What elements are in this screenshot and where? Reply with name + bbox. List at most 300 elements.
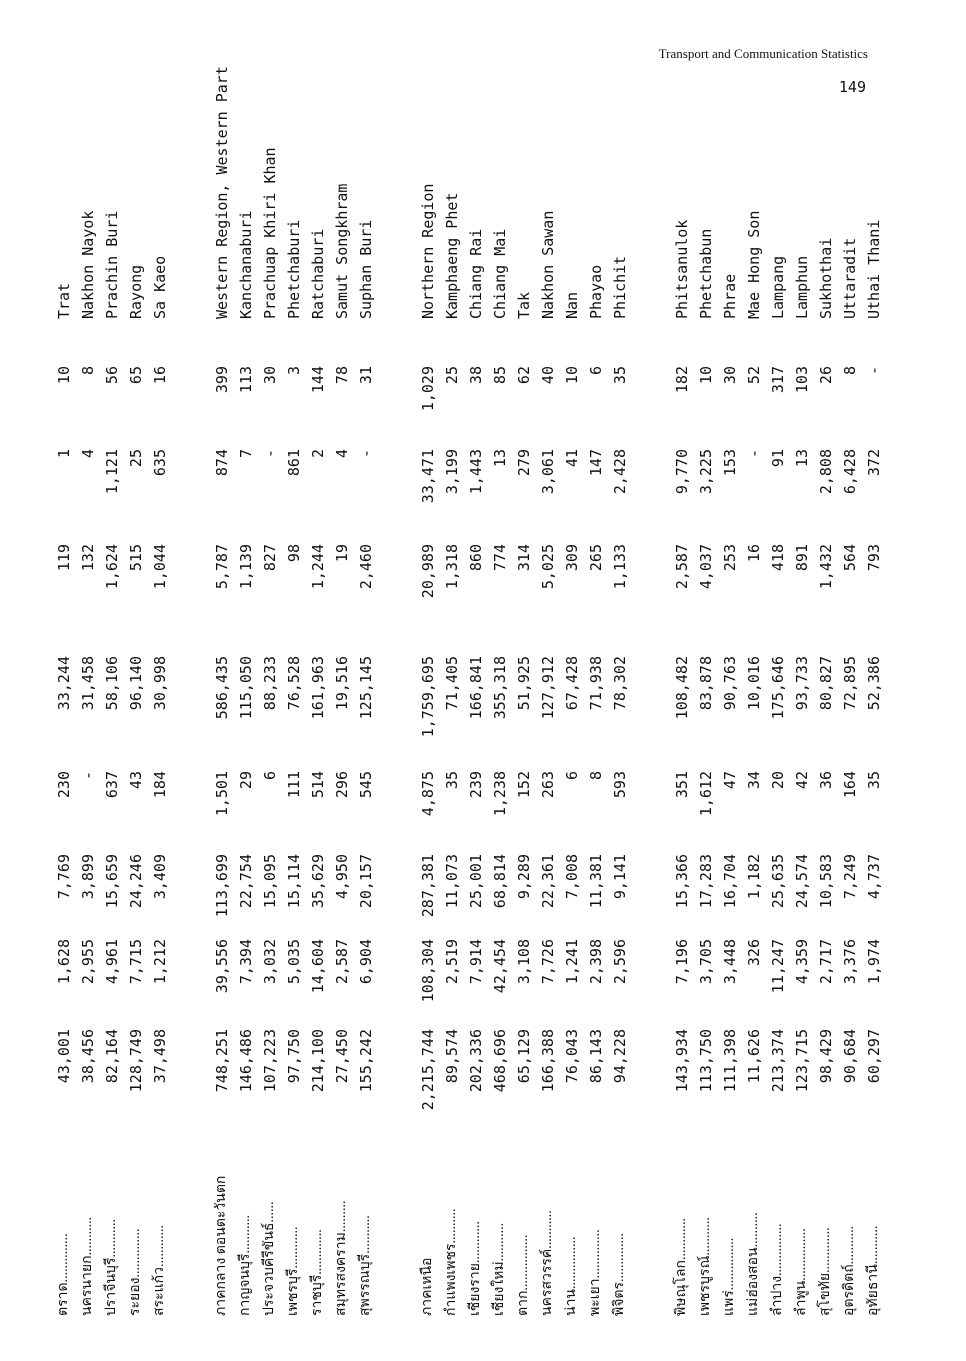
value-c8: 85 bbox=[491, 366, 509, 385]
value-c1: 748,251 bbox=[213, 1029, 231, 1093]
value-c4: 351 bbox=[673, 771, 691, 799]
table-row bbox=[694, 0, 718, 1361]
value-c5: 76,528 bbox=[285, 656, 303, 711]
table-row bbox=[838, 0, 862, 1361]
value-c1: 111,398 bbox=[721, 1029, 739, 1093]
value-c1: 65,129 bbox=[515, 1029, 533, 1084]
province-english: Prachin Buri bbox=[103, 210, 121, 319]
value-c2: 2,519 bbox=[443, 939, 461, 985]
value-c2: 1,212 bbox=[151, 939, 169, 985]
value-c8: 65 bbox=[127, 366, 145, 385]
value-c3: 15,114 bbox=[285, 854, 303, 909]
value-c2: 2,398 bbox=[587, 939, 605, 985]
value-c5: 80,827 bbox=[817, 656, 835, 711]
value-c8: 25 bbox=[443, 366, 461, 385]
value-c8: 30 bbox=[261, 366, 279, 385]
value-c7: 1,443 bbox=[467, 449, 485, 495]
province-thai: นครสวรรค์........... bbox=[540, 1210, 555, 1316]
value-c6: 1,432 bbox=[817, 544, 835, 590]
value-c3: 287,381 bbox=[419, 854, 437, 918]
value-c7: 874 bbox=[213, 449, 231, 477]
value-c8: 56 bbox=[103, 366, 121, 385]
value-c2: 14,604 bbox=[309, 939, 327, 994]
value-c2: 2,955 bbox=[79, 939, 97, 985]
province-thai: ตราด.............. bbox=[56, 1233, 71, 1316]
table-row bbox=[790, 0, 814, 1361]
value-c2: 3,032 bbox=[261, 939, 279, 985]
province-english: Nakhon Nayok bbox=[79, 210, 97, 319]
province-english: Chiang Rai bbox=[467, 228, 485, 319]
value-c8: 8 bbox=[841, 366, 859, 376]
province-english: Uthai Thani bbox=[865, 219, 883, 319]
value-c5: 33,244 bbox=[55, 656, 73, 711]
value-c7: 25 bbox=[127, 449, 145, 468]
value-c6: 1,044 bbox=[151, 544, 169, 590]
value-c4: 8 bbox=[587, 771, 605, 781]
province-thai: สระแก้ว............ bbox=[152, 1225, 167, 1316]
value-c3: 10,583 bbox=[817, 854, 835, 909]
value-c8: 10 bbox=[697, 366, 715, 385]
table-row bbox=[814, 0, 838, 1361]
province-thai: ระยอง.............. bbox=[128, 1228, 143, 1316]
province-english: Lamphun bbox=[793, 255, 811, 319]
value-c1: 213,374 bbox=[769, 1029, 787, 1093]
table-row bbox=[306, 0, 330, 1361]
value-c8: 26 bbox=[817, 366, 835, 385]
value-c5: 71,938 bbox=[587, 656, 605, 711]
value-c4: 263 bbox=[539, 771, 557, 799]
value-c2: 7,914 bbox=[467, 939, 485, 985]
value-c2: 6,904 bbox=[357, 939, 375, 985]
province-thai: สมุทรสงคราม......... bbox=[334, 1200, 349, 1316]
value-c8: 113 bbox=[237, 366, 255, 394]
value-c3: 3,409 bbox=[151, 854, 169, 900]
province-english: Kanchanaburi bbox=[237, 210, 255, 319]
value-c2: 108,304 bbox=[419, 939, 437, 1003]
value-c7: 7 bbox=[237, 449, 255, 459]
value-c1: 38,456 bbox=[79, 1029, 97, 1084]
value-c2: 3,376 bbox=[841, 939, 859, 985]
value-c8: 78 bbox=[333, 366, 351, 385]
province-thai: เพชรบูรณ์........... bbox=[698, 1217, 713, 1316]
value-c2: 326 bbox=[745, 939, 763, 967]
value-c6: 564 bbox=[841, 544, 859, 572]
value-c5: 31,458 bbox=[79, 656, 97, 711]
province-thai: นครนายก........... bbox=[80, 1216, 95, 1316]
value-c4: 184 bbox=[151, 771, 169, 799]
value-c4: - bbox=[79, 771, 97, 781]
value-c4: 545 bbox=[357, 771, 375, 799]
value-c4: 296 bbox=[333, 771, 351, 799]
value-c6: 891 bbox=[793, 544, 811, 572]
value-c3: 1,182 bbox=[745, 854, 763, 900]
value-c5: 10,016 bbox=[745, 656, 763, 711]
value-c3: 7,769 bbox=[55, 854, 73, 900]
value-c2: 7,196 bbox=[673, 939, 691, 985]
value-c2: 39,556 bbox=[213, 939, 231, 994]
value-c8: 16 bbox=[151, 366, 169, 385]
value-c7: 1,121 bbox=[103, 449, 121, 495]
table-row bbox=[52, 0, 76, 1361]
value-c3: 25,001 bbox=[467, 854, 485, 909]
value-c4: 1,238 bbox=[491, 771, 509, 817]
value-c5: 355,318 bbox=[491, 656, 509, 720]
value-c5: 71,405 bbox=[443, 656, 461, 711]
table-row bbox=[464, 0, 488, 1361]
value-c2: 3,705 bbox=[697, 939, 715, 985]
value-c6: 98 bbox=[285, 544, 303, 563]
value-c3: 4,950 bbox=[333, 854, 351, 900]
province-english: Phrae bbox=[721, 273, 739, 319]
value-c3: 25,635 bbox=[769, 854, 787, 909]
value-c8: 52 bbox=[745, 366, 763, 385]
province-thai: สุพรรณบุรี........... bbox=[358, 1215, 373, 1316]
value-c8: 399 bbox=[213, 366, 231, 394]
value-c6: 860 bbox=[467, 544, 485, 572]
value-c6: 1,244 bbox=[309, 544, 327, 590]
value-c3: 9,141 bbox=[611, 854, 629, 900]
value-c7: 4 bbox=[333, 449, 351, 459]
value-c2: 4,961 bbox=[103, 939, 121, 985]
province-thai: เชียงใหม่........... bbox=[492, 1222, 507, 1316]
value-c1: 89,574 bbox=[443, 1029, 461, 1084]
value-c1: 146,486 bbox=[237, 1029, 255, 1093]
value-c1: 113,750 bbox=[697, 1029, 715, 1093]
value-c4: 152 bbox=[515, 771, 533, 799]
value-c5: 93,733 bbox=[793, 656, 811, 711]
value-c4: 35 bbox=[443, 771, 461, 790]
value-c8: 3 bbox=[285, 366, 303, 376]
value-c5: 51,925 bbox=[515, 656, 533, 711]
province-english: Sa Kaeo bbox=[151, 255, 169, 319]
value-c2: 1,628 bbox=[55, 939, 73, 985]
value-c5: 78,302 bbox=[611, 656, 629, 711]
province-english: Lampang bbox=[769, 255, 787, 319]
province-thai: ปราจีนบุรี........... bbox=[104, 1219, 119, 1316]
value-c6: 19 bbox=[333, 544, 351, 563]
value-c2: 5,035 bbox=[285, 939, 303, 985]
value-c8: 35 bbox=[611, 366, 629, 385]
value-c3: 15,095 bbox=[261, 854, 279, 909]
value-c1: 94,228 bbox=[611, 1029, 629, 1084]
table-row bbox=[234, 0, 258, 1361]
value-c6: 827 bbox=[261, 544, 279, 572]
value-c4: 42 bbox=[793, 771, 811, 790]
value-c3: 15,366 bbox=[673, 854, 691, 909]
value-c1: 27,450 bbox=[333, 1029, 351, 1084]
province-english: Western Region, Western Part bbox=[213, 66, 231, 319]
value-c6: 1,318 bbox=[443, 544, 461, 590]
value-c3: 24,246 bbox=[127, 854, 145, 909]
value-c2: 3,448 bbox=[721, 939, 739, 985]
value-c3: 9,289 bbox=[515, 854, 533, 900]
table-row bbox=[100, 0, 124, 1361]
value-c1: 37,498 bbox=[151, 1029, 169, 1084]
value-c2: 7,394 bbox=[237, 939, 255, 985]
value-c5: 52,386 bbox=[865, 656, 883, 711]
province-english: Sukhothai bbox=[817, 237, 835, 319]
table-row bbox=[416, 0, 440, 1361]
province-thai: ประจวบคีรีขันธ์...... bbox=[262, 1201, 277, 1316]
value-c5: 19,516 bbox=[333, 656, 351, 711]
value-c3: 15,659 bbox=[103, 854, 121, 909]
value-c5: 58,106 bbox=[103, 656, 121, 711]
value-c7: 635 bbox=[151, 449, 169, 477]
value-c4: 239 bbox=[467, 771, 485, 799]
value-c1: 11,626 bbox=[745, 1029, 763, 1084]
value-c6: 1,133 bbox=[611, 544, 629, 590]
value-c8: 30 bbox=[721, 366, 739, 385]
value-c7: 2,428 bbox=[611, 449, 629, 495]
table-row bbox=[282, 0, 306, 1361]
value-c5: 90,763 bbox=[721, 656, 739, 711]
province-thai: สุโขทัย............. bbox=[818, 1227, 833, 1316]
table-row bbox=[124, 0, 148, 1361]
value-c7: 147 bbox=[587, 449, 605, 477]
value-c8: - bbox=[865, 366, 883, 376]
value-c1: 107,223 bbox=[261, 1029, 279, 1093]
value-c6: 16 bbox=[745, 544, 763, 563]
value-c4: 4,875 bbox=[419, 771, 437, 817]
value-c3: 35,629 bbox=[309, 854, 327, 909]
value-c7: 9,770 bbox=[673, 449, 691, 495]
value-c8: 62 bbox=[515, 366, 533, 385]
value-c6: 265 bbox=[587, 544, 605, 572]
value-c7: 372 bbox=[865, 449, 883, 477]
value-c8: 1,029 bbox=[419, 366, 437, 412]
province-thai: พะเยา.............. bbox=[588, 1229, 603, 1316]
value-c2: 7,726 bbox=[539, 939, 557, 985]
table-row bbox=[258, 0, 282, 1361]
province-thai: พิษณุโลก............ bbox=[674, 1217, 689, 1316]
value-c1: 155,242 bbox=[357, 1029, 375, 1093]
province-thai: เชียงราย............ bbox=[468, 1221, 483, 1316]
province-thai: อุตรดิตถ์........... bbox=[842, 1225, 857, 1316]
value-c7: 33,471 bbox=[419, 449, 437, 504]
table-row bbox=[488, 0, 512, 1361]
value-c1: 143,934 bbox=[673, 1029, 691, 1093]
value-c2: 42,454 bbox=[491, 939, 509, 994]
value-c1: 98,429 bbox=[817, 1029, 835, 1084]
value-c6: 774 bbox=[491, 544, 509, 572]
value-c2: 7,715 bbox=[127, 939, 145, 985]
province-english: Ratchaburi bbox=[309, 228, 327, 319]
province-english: Trat bbox=[55, 282, 73, 319]
value-c1: 60,297 bbox=[865, 1029, 883, 1084]
value-c7: 153 bbox=[721, 449, 739, 477]
value-c5: 88,233 bbox=[261, 656, 279, 711]
province-english: Phetchaburi bbox=[285, 219, 303, 319]
value-c3: 22,754 bbox=[237, 854, 255, 909]
province-thai: พิจิตร.............. bbox=[612, 1232, 627, 1316]
value-c7: 3,199 bbox=[443, 449, 461, 495]
value-c3: 11,381 bbox=[587, 854, 605, 909]
province-english: Phetchabun bbox=[697, 228, 715, 319]
value-c4: 111 bbox=[285, 771, 303, 799]
value-c3: 24,574 bbox=[793, 854, 811, 909]
value-c3: 20,157 bbox=[357, 854, 375, 909]
value-c2: 2,717 bbox=[817, 939, 835, 985]
value-c2: 2,596 bbox=[611, 939, 629, 985]
value-c2: 1,241 bbox=[563, 939, 581, 985]
value-c7: - bbox=[357, 449, 375, 459]
province-english: Suphan Buri bbox=[357, 219, 375, 319]
value-c5: 67,428 bbox=[563, 656, 581, 711]
value-c5: 83,878 bbox=[697, 656, 715, 711]
province-english: Mae Hong Son bbox=[745, 210, 763, 319]
value-c7: 1 bbox=[55, 449, 73, 459]
province-thai: กำแพงเพชร.......... bbox=[444, 1208, 459, 1316]
table-row bbox=[862, 0, 886, 1361]
value-c8: 144 bbox=[309, 366, 327, 394]
value-c5: 30,998 bbox=[151, 656, 169, 711]
value-c5: 175,646 bbox=[769, 656, 787, 720]
value-c5: 166,841 bbox=[467, 656, 485, 720]
value-c7: 2,808 bbox=[817, 449, 835, 495]
value-c6: 309 bbox=[563, 544, 581, 572]
value-c4: 43 bbox=[127, 771, 145, 790]
table-row bbox=[210, 0, 234, 1361]
value-c3: 68,814 bbox=[491, 854, 509, 909]
running-header: Transport and Communication Statistics bbox=[658, 46, 868, 61]
province-thai: ภาคเหนือ bbox=[420, 1257, 435, 1316]
table-row bbox=[766, 0, 790, 1361]
province-thai: กาญจนบุรี........... bbox=[238, 1215, 253, 1316]
table-row bbox=[512, 0, 536, 1361]
province-english: Kamphaeng Phet bbox=[443, 192, 461, 319]
value-c2: 11,247 bbox=[769, 939, 787, 994]
province-english: Northern Region bbox=[419, 183, 437, 319]
value-c6: 1,139 bbox=[237, 544, 255, 590]
table-row bbox=[584, 0, 608, 1361]
value-c8: 40 bbox=[539, 366, 557, 385]
province-thai: ราชบุรี............. bbox=[310, 1229, 325, 1316]
value-c7: - bbox=[745, 449, 763, 459]
value-c4: 36 bbox=[817, 771, 835, 790]
value-c1: 86,143 bbox=[587, 1029, 605, 1084]
value-c4: 6 bbox=[563, 771, 581, 781]
province-english: Tak bbox=[515, 291, 533, 319]
value-c4: 47 bbox=[721, 771, 739, 790]
value-c6: 4,037 bbox=[697, 544, 715, 590]
value-c7: 13 bbox=[793, 449, 811, 468]
value-c5: 108,482 bbox=[673, 656, 691, 720]
value-c4: 1,501 bbox=[213, 771, 231, 817]
province-thai: ลำพูน............... bbox=[794, 1228, 809, 1316]
value-c7: - bbox=[261, 449, 279, 459]
value-c7: 279 bbox=[515, 449, 533, 477]
value-c7: 3,225 bbox=[697, 449, 715, 495]
value-c4: 6 bbox=[261, 771, 279, 781]
value-c8: 6 bbox=[587, 366, 605, 376]
table-row bbox=[354, 0, 378, 1361]
value-c2: 1,974 bbox=[865, 939, 883, 985]
value-c4: 35 bbox=[865, 771, 883, 790]
value-c6: 793 bbox=[865, 544, 883, 572]
value-c4: 637 bbox=[103, 771, 121, 799]
value-c8: 8 bbox=[79, 366, 97, 376]
value-c8: 317 bbox=[769, 366, 787, 394]
table-row bbox=[608, 0, 632, 1361]
value-c7: 2 bbox=[309, 449, 327, 459]
province-thai: เพชรบุรี............ bbox=[286, 1226, 301, 1316]
value-c7: 6,428 bbox=[841, 449, 859, 495]
value-c3: 7,008 bbox=[563, 854, 581, 900]
page-number: 149 bbox=[838, 78, 866, 96]
value-c3: 17,283 bbox=[697, 854, 715, 909]
province-thai: น่าน............... bbox=[564, 1236, 579, 1316]
value-c1: 2,215,744 bbox=[419, 1029, 437, 1111]
value-c6: 1,624 bbox=[103, 544, 121, 590]
value-c3: 113,699 bbox=[213, 854, 231, 918]
value-c1: 82,164 bbox=[103, 1029, 121, 1084]
value-c5: 96,140 bbox=[127, 656, 145, 711]
province-thai: ตาก................ bbox=[516, 1234, 531, 1316]
value-c8: 10 bbox=[563, 366, 581, 385]
value-c6: 132 bbox=[79, 544, 97, 572]
value-c2: 3,108 bbox=[515, 939, 533, 985]
table-row bbox=[718, 0, 742, 1361]
value-c1: 202,336 bbox=[467, 1029, 485, 1093]
value-c6: 253 bbox=[721, 544, 739, 572]
value-c6: 2,587 bbox=[673, 544, 691, 590]
value-c7: 4 bbox=[79, 449, 97, 459]
province-english: Phichit bbox=[611, 255, 629, 319]
value-c5: 125,145 bbox=[357, 656, 375, 720]
value-c4: 34 bbox=[745, 771, 763, 790]
value-c6: 20,989 bbox=[419, 544, 437, 599]
value-c3: 16,704 bbox=[721, 854, 739, 909]
province-thai: อุทัยธานี........... bbox=[866, 1225, 881, 1316]
province-english: Samut Songkhram bbox=[333, 183, 351, 319]
province-english: Nan bbox=[563, 291, 581, 319]
value-c5: 115,050 bbox=[237, 656, 255, 720]
province-thai: ลำปาง............... bbox=[770, 1223, 785, 1316]
province-thai: แม่ฮ่องสอน.......... bbox=[746, 1212, 761, 1316]
value-c1: 128,749 bbox=[127, 1029, 145, 1093]
province-english: Prachuap Khiri Khan bbox=[261, 147, 279, 319]
value-c1: 166,388 bbox=[539, 1029, 557, 1093]
value-c3: 4,737 bbox=[865, 854, 883, 900]
table-row bbox=[536, 0, 560, 1361]
province-english: Phayao bbox=[587, 264, 605, 319]
value-c6: 5,025 bbox=[539, 544, 557, 590]
value-c6: 418 bbox=[769, 544, 787, 572]
value-c4: 20 bbox=[769, 771, 787, 790]
table-row bbox=[330, 0, 354, 1361]
province-english: Phitsanulok bbox=[673, 219, 691, 319]
value-c3: 3,899 bbox=[79, 854, 97, 900]
value-c4: 164 bbox=[841, 771, 859, 799]
value-c7: 41 bbox=[563, 449, 581, 468]
value-c8: 10 bbox=[55, 366, 73, 385]
province-english: Rayong bbox=[127, 264, 145, 319]
value-c7: 3,061 bbox=[539, 449, 557, 495]
value-c4: 514 bbox=[309, 771, 327, 799]
value-c8: 103 bbox=[793, 366, 811, 394]
value-c1: 97,750 bbox=[285, 1029, 303, 1084]
value-c7: 13 bbox=[491, 449, 509, 468]
value-c4: 1,612 bbox=[697, 771, 715, 817]
value-c1: 76,043 bbox=[563, 1029, 581, 1084]
value-c6: 2,460 bbox=[357, 544, 375, 590]
value-c6: 119 bbox=[55, 544, 73, 572]
table-row bbox=[742, 0, 766, 1361]
value-c8: 38 bbox=[467, 366, 485, 385]
table-row bbox=[440, 0, 464, 1361]
value-c1: 123,715 bbox=[793, 1029, 811, 1093]
value-c1: 43,001 bbox=[55, 1029, 73, 1084]
